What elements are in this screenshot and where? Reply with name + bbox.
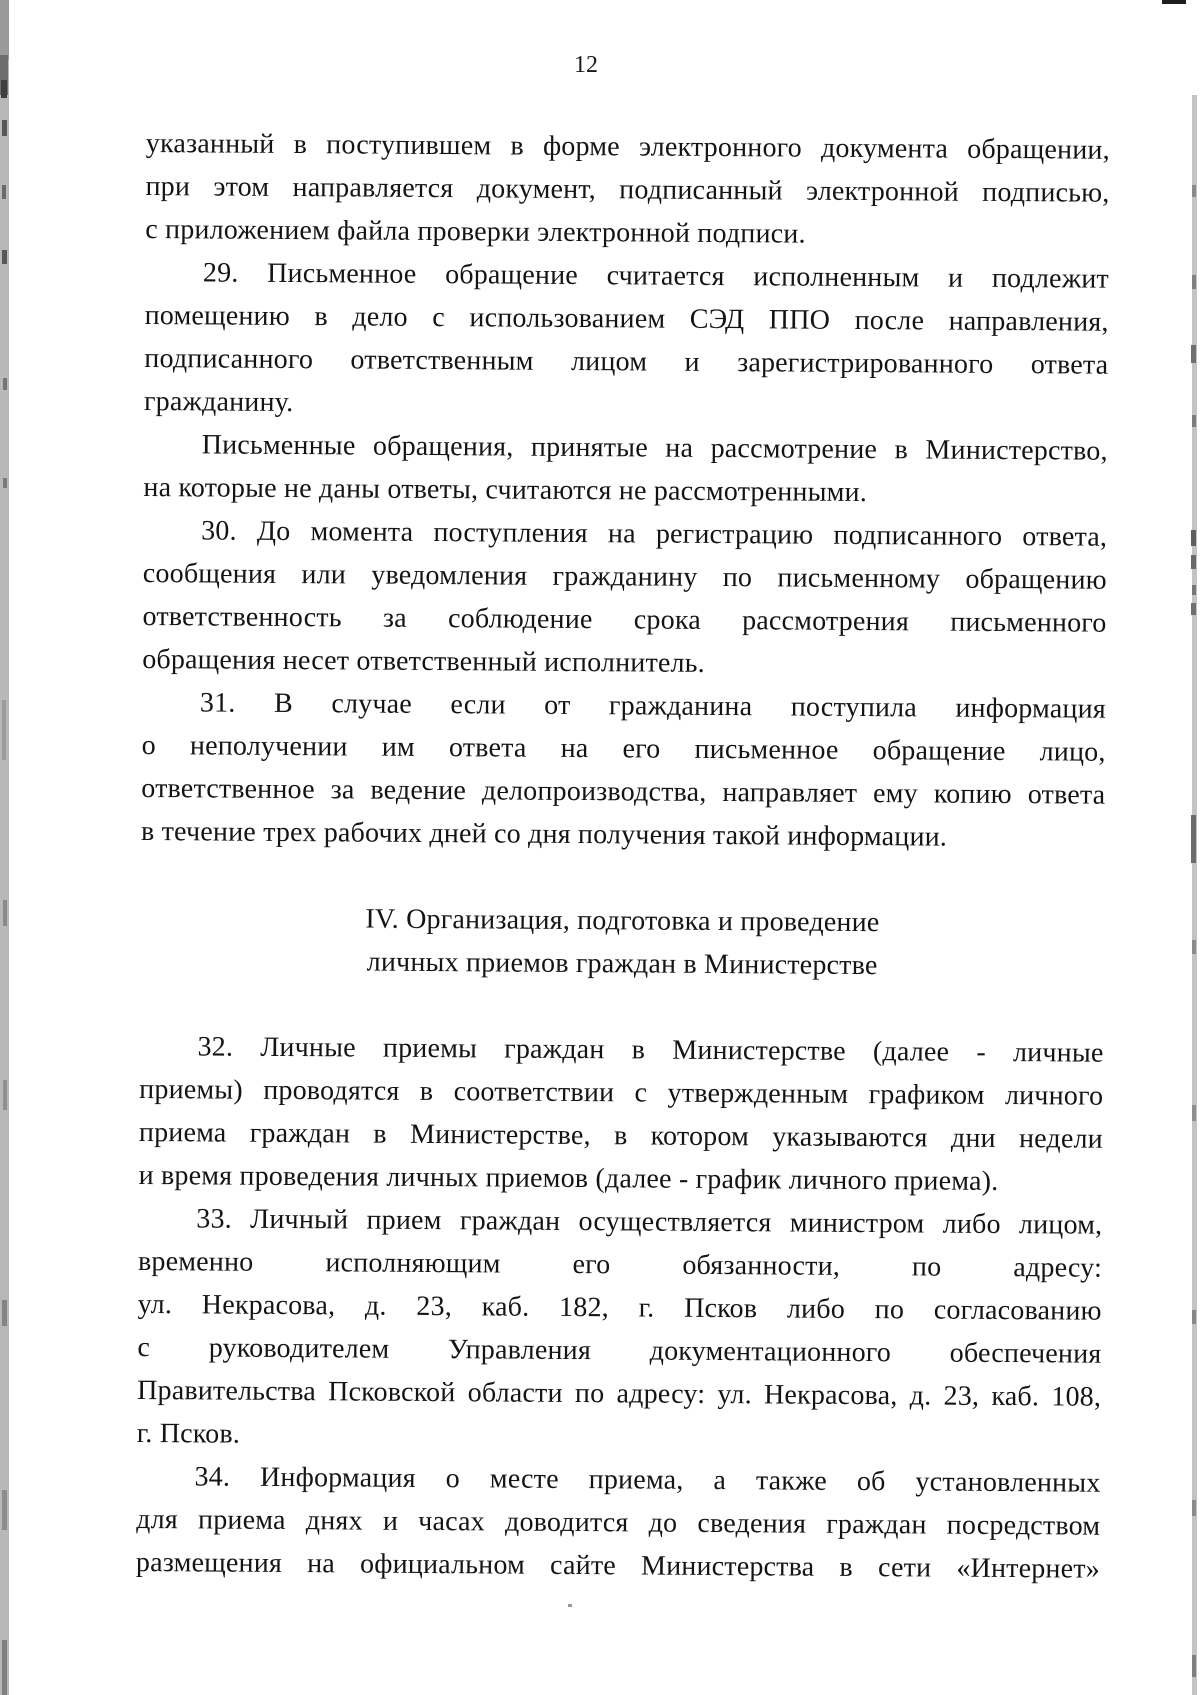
scan-artifact-mark xyxy=(1191,815,1196,863)
scan-artifact-mark xyxy=(1192,415,1196,427)
scan-artifact-mark xyxy=(2,120,7,136)
text-line: 33. Личный прием граждан осуществляется министром либо лицом, xyxy=(196,1203,1103,1241)
text-line: помещению в дело с использованием СЭД ППО после направления, xyxy=(144,299,1109,338)
scan-artifact-mark xyxy=(1192,185,1196,197)
scan-artifact-mark xyxy=(1192,275,1196,289)
scan-artifact-mark xyxy=(2,185,6,199)
scan-artifact-mark xyxy=(1191,530,1196,546)
scan-artifact-mark xyxy=(1192,1500,1196,1516)
text-line: приема граждан в Министерстве, в котором указываются дни недели xyxy=(138,1116,1104,1155)
scan-artifact-mark xyxy=(1192,1105,1196,1121)
text-line: с приложением файла проверки электронной подписи. xyxy=(145,213,806,250)
scan-artifact-mark xyxy=(1162,0,1186,4)
scan-artifact-mark xyxy=(3,900,7,926)
text-line: гражданину. xyxy=(143,385,294,419)
text-line: 34. Информация о месте приема, а также об установленных xyxy=(194,1461,1101,1499)
page-number: 12 xyxy=(574,52,598,78)
scan-artifact-mark xyxy=(568,1604,572,1607)
text-line: г. Псков. xyxy=(136,1417,241,1450)
text-line: 31. В случае если от гражданина поступила информация xyxy=(199,687,1107,725)
scan-artifact-mark xyxy=(3,1080,7,1110)
section-heading-line: личных приемов граждан в Министерстве xyxy=(366,946,878,982)
text-line: ответственность за соблюдение срока рассмотрения письменного xyxy=(142,600,1107,639)
scan-artifact-mark xyxy=(1192,940,1196,954)
text-line: ответственное за ведение делопроизводства, направляет ему копию ответа xyxy=(141,772,1106,811)
scan-artifact-mark xyxy=(2,1300,7,1326)
text-line: и время проведения личных приемов (далее - график личного приема). xyxy=(138,1159,999,1197)
text-line: при этом направляется документ, подписанный электронной подписью, xyxy=(145,170,1110,209)
text-line: 29. Письменное обращение считается исполненным и подлежит xyxy=(202,257,1110,295)
scan-artifact-mark xyxy=(1192,1310,1196,1324)
scan-artifact-mark xyxy=(1,80,7,98)
text-line: о неполучении им ответа на его письменное обращение лицо, xyxy=(141,729,1106,768)
text-line: размещения на официальном сайте Министерства в сети «Интернет» xyxy=(135,1546,1101,1585)
text-line: обращения несет ответственный исполнитель. xyxy=(142,643,706,679)
scan-artifact-mark xyxy=(3,478,7,488)
text-line: в течение трех рабочих дней со дня получения такой информации. xyxy=(140,815,948,853)
text-line: 30. До момента поступления на регистрацию подписанного ответа, xyxy=(201,515,1108,553)
text-line: 32. Личные приемы граждан в Министерстве (далее - личные xyxy=(197,1031,1104,1069)
text-line: на которые не даны ответы, считаются не рассмотренными. xyxy=(143,471,868,509)
text-line: Правительства Псковской области по адресу: ул. Некрасова, д. 23, каб. 108, xyxy=(137,1374,1102,1413)
text-line: подписанного ответственным лицом и зарегистрированного ответа xyxy=(144,342,1109,381)
scan-artifact-mark xyxy=(2,700,6,760)
document-body xyxy=(136,122,1110,1591)
scan-artifact-right-strip xyxy=(1192,95,1197,1695)
text-line: ул. Некрасова, д. 23, каб. 182, г. Псков либо по согласованию xyxy=(137,1288,1102,1327)
scan-artifact-mark xyxy=(2,1490,7,1530)
scan-artifact-mark xyxy=(3,378,7,390)
blank-line xyxy=(140,982,1104,1032)
scan-artifact-mark xyxy=(1191,603,1196,615)
scan-artifact-mark xyxy=(1192,1655,1196,1677)
text-line: сообщения или уведомления гражданину по письменному обращению xyxy=(142,557,1107,596)
text-line: для приема днях и часах доводится до сведения граждан посредством xyxy=(136,1503,1101,1542)
scan-artifact-mark xyxy=(2,1640,7,1695)
scan-artifact-mark xyxy=(1191,345,1196,363)
scan-artifact-mark xyxy=(0,0,9,60)
text-line: с руководителем Управления документационного обеспечения xyxy=(137,1331,1102,1370)
text-line: временно исполняющим его обязанности, по адресу: xyxy=(137,1245,1103,1284)
text-line: указанный в поступившем в форме электронного документа обращении, xyxy=(145,127,1110,166)
text-line: Письменные обращения, принятые на рассмотрение в Министерство, xyxy=(201,429,1108,467)
scan-artifact-mark xyxy=(2,250,7,264)
section-heading-line: IV. Организация, подготовка и проведение xyxy=(365,903,880,939)
scan-artifact-mark xyxy=(1191,555,1196,569)
text-line: приемы) проводятся в соответствии с утвержденным графиком личного xyxy=(139,1073,1104,1112)
scan-artifact-mark xyxy=(1192,585,1196,595)
blank-line xyxy=(141,853,1105,903)
